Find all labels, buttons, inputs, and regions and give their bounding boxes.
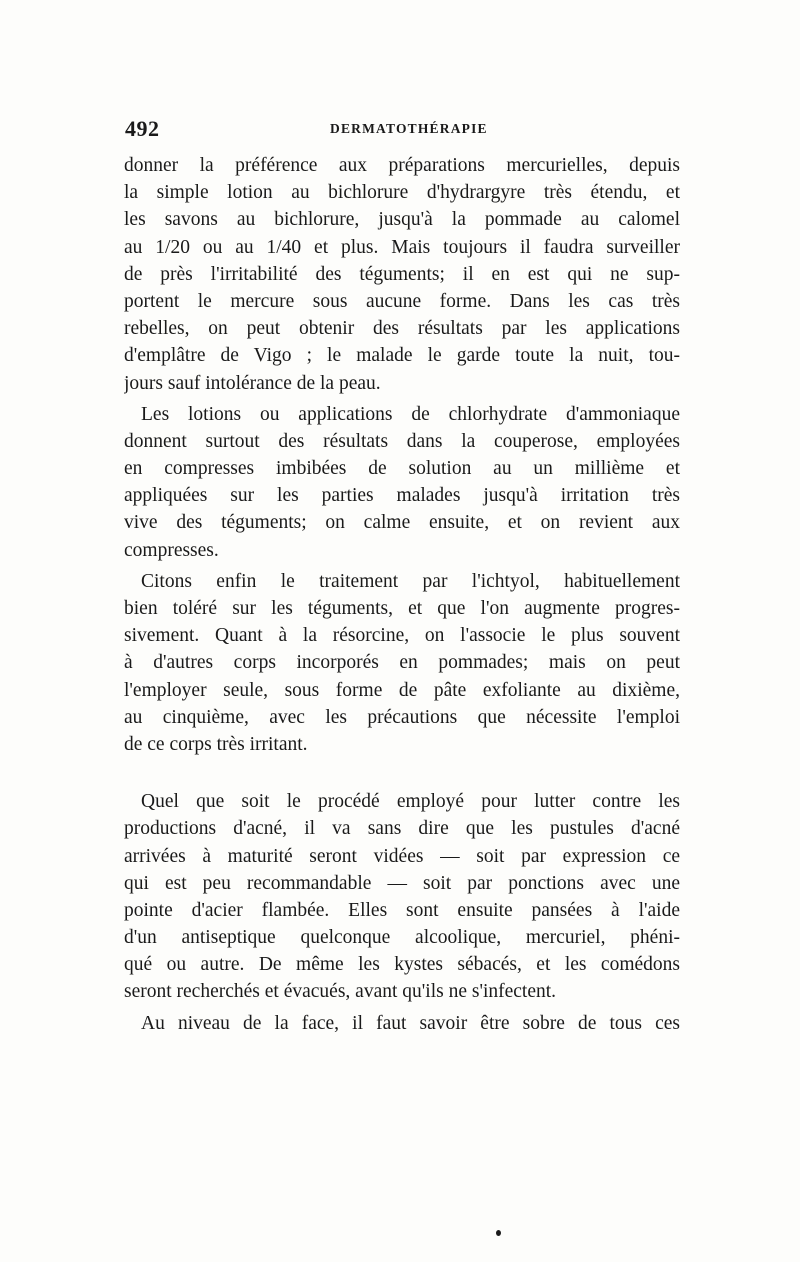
ink-speck [496,1230,501,1236]
text-line: productions d'acné, il va sans dire que les pustules d'acné [124,818,680,840]
text-line: l'employer seule, sous forme de pâte exfoliante au dixième, [124,679,680,701]
paragraph [124,568,680,758]
text-line: Les lotions ou applications de chlorhydrate d'ammoniaque [141,403,680,425]
paragraph [124,788,680,1006]
text-line: Quel que soit le procédé employé pour lutter contre les [141,791,680,813]
running-title: DERMATOTHÉRAPIE [330,121,488,136]
text-line: seront recherchés et évacués, avant qu'ils ne s'infectent. [124,981,557,1003]
text-line: qué ou autre. De même les kystes sébacés, et les comédons [124,954,680,976]
page-number: 492 [125,116,160,141]
text-line: au cinquième, avec les précautions que nécessite l'emploi [124,706,680,728]
text-line: pointe d'acier flambée. Elles sont ensuite pansées à l'aide [124,899,680,921]
body-text [124,152,680,1037]
text-line: portent le mercure sous aucune forme. Dans les cas très [124,290,680,312]
text-line: appliquées sur les parties malades jusqu'à irritation très [124,485,680,507]
text-line: jours sauf intolérance de la peau. [124,372,381,394]
text-line: d'un antiseptique quelconque alcoolique, mercuriel, phéni- [124,927,680,949]
text-line: qui est peu recommandable — soit par ponctions avec une [124,872,680,894]
section-gap [124,758,680,788]
text-line: à d'autres corps incorporés en pommades; mais on peut [124,652,680,674]
text-line: donnent surtout des résultats dans la couperose, employées [124,430,680,452]
text-line: compresses. [124,539,219,561]
text-line: les savons au bichlorure, jusqu'à la pommade au calomel [124,209,680,231]
running-header [125,116,680,142]
text-line: de près l'irritabilité des téguments; il en est qui ne sup- [124,263,680,285]
text-line: d'emplâtre de Vigo ; le malade le garde toute la nuit, tou- [124,345,680,367]
text-line: Citons enfin le traitement par l'ichtyol, habituellement [141,570,680,592]
paragraph [124,152,680,397]
paragraph [124,1010,680,1037]
text-line: rebelles, on peut obtenir des résultats par les applications [124,318,680,340]
text-line: la simple lotion au bichlorure d'hydrargyre très étendu, et [124,182,680,204]
text-line: vive des téguments; on calme ensuite, et on revient aux [124,512,680,534]
text-line: au 1/20 ou au 1/40 et plus. Mais toujours il faudra surveiller [124,236,680,258]
paragraph [124,401,680,564]
text-line: bien toléré sur les téguments, et que l'on augmente progres- [124,598,680,619]
text-line: arrivées à maturité seront vidées — soit par expression ce [124,845,680,867]
text-line: sivement. Quant à la résorcine, on l'associe le plus souvent [124,625,680,647]
text-line: Au niveau de la face, il faut savoir être sobre de tous ces [141,1012,680,1034]
text-line: de ce corps très irritant. [124,733,308,755]
text-line: en compresses imbibées de solution au un millième et [124,458,680,480]
text-line: donner la préférence aux préparations mercurielles, depuis [124,155,680,176]
